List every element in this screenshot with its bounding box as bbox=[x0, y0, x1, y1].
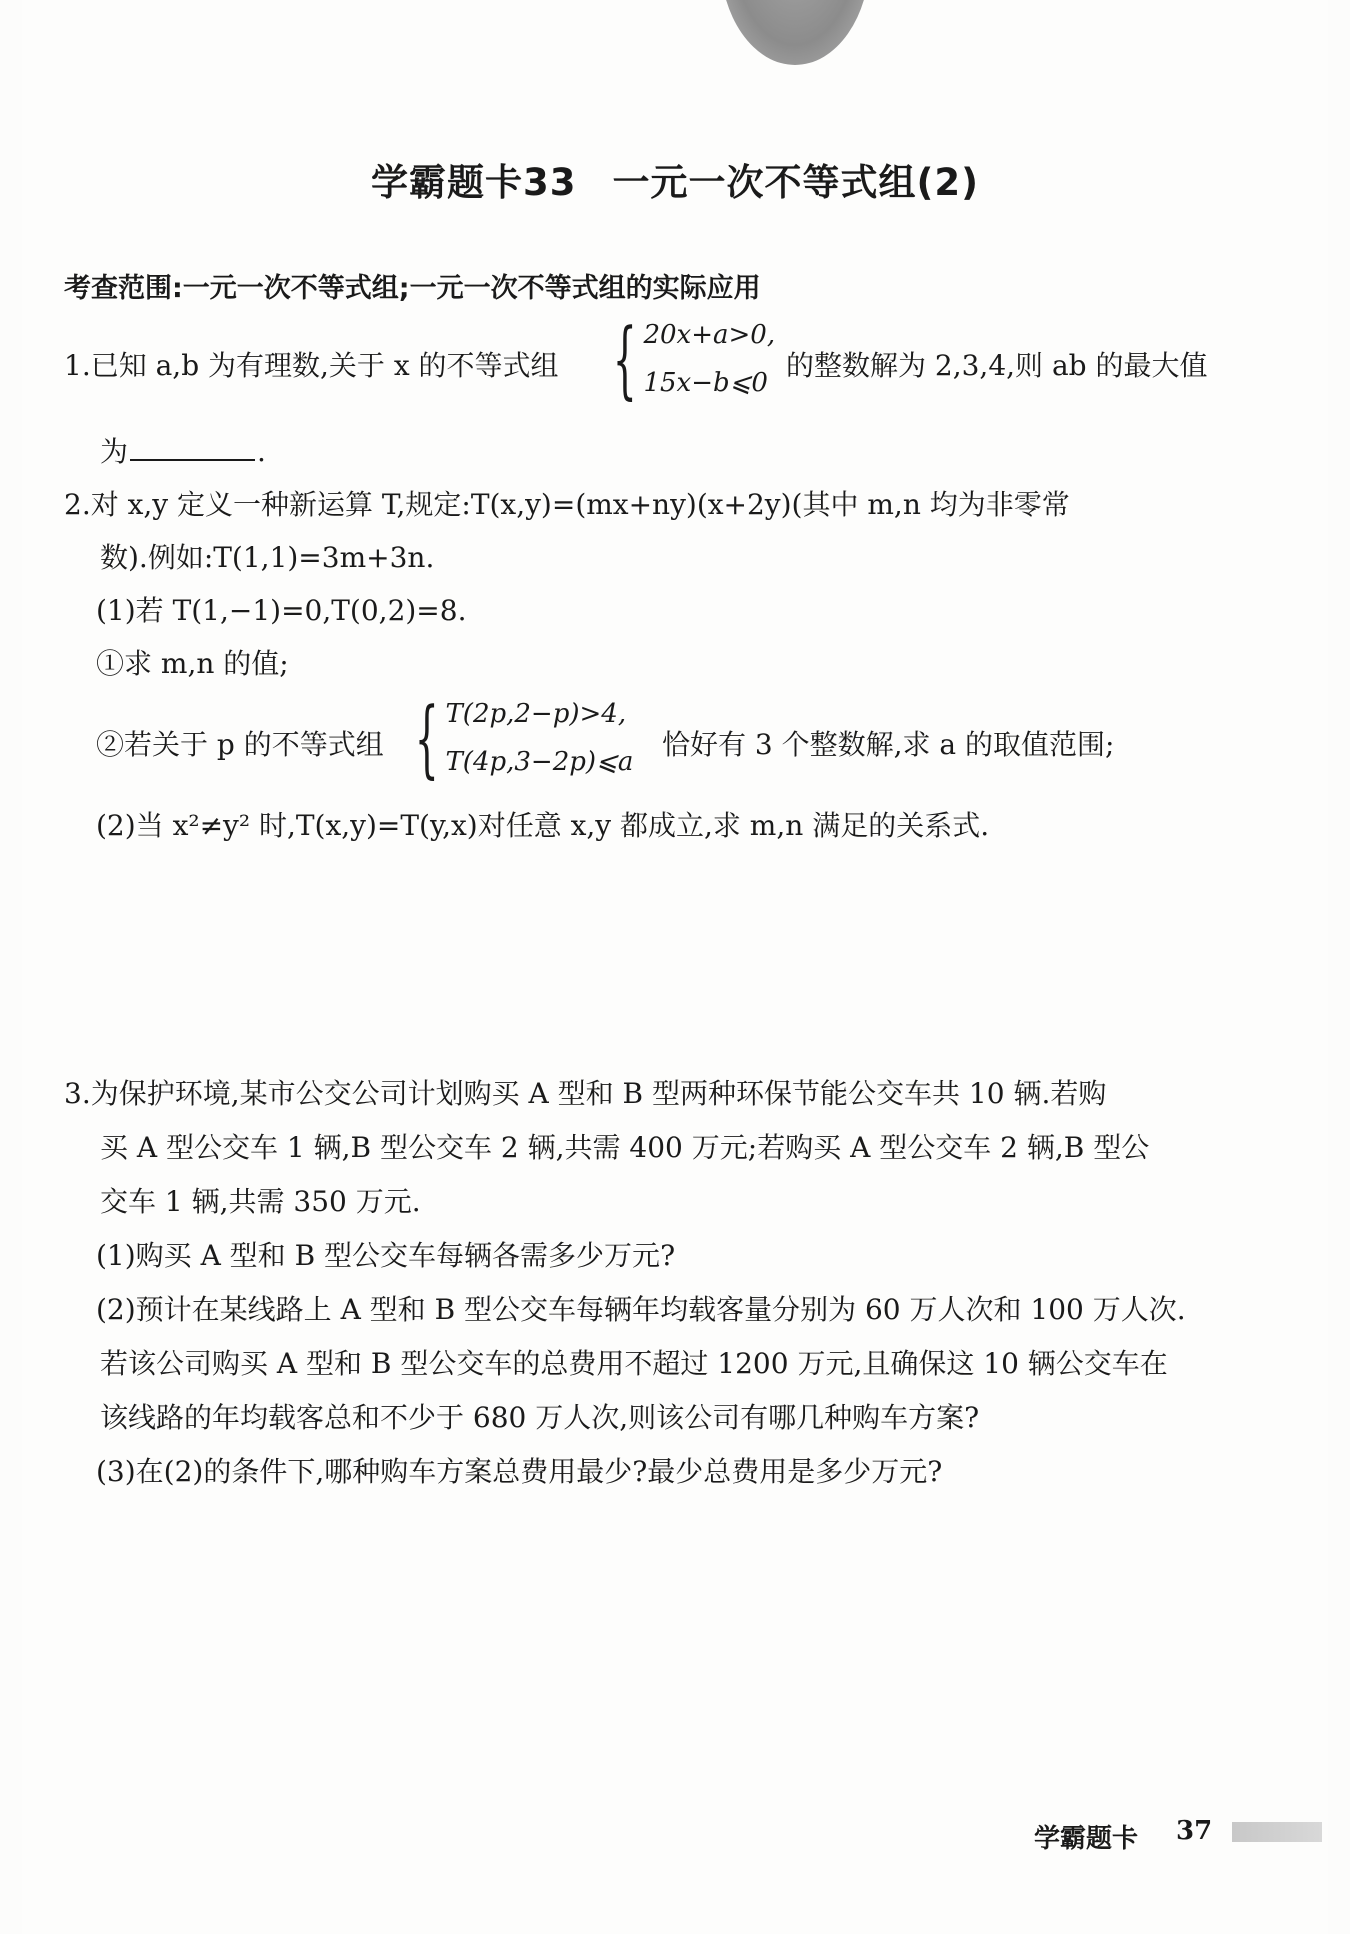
answer-blank[interactable] bbox=[130, 437, 255, 461]
q1-intro: 1.已知 a,b 为有理数,关于 x 的不等式组 bbox=[64, 349, 559, 382]
q3-line-3: 交车 1 辆,共需 350 万元. bbox=[100, 1185, 421, 1218]
q3-line-2: 买 A 型公交车 1 辆,B 型公交车 2 辆,共需 400 万元;若购买 A 型公交车 2 辆,B 型公 bbox=[100, 1131, 1150, 1164]
footer-bar bbox=[1232, 1822, 1322, 1842]
q2-system-line-2: T(4p,3−2p)⩽a bbox=[445, 747, 634, 777]
scope-heading: 考查范围:一元一次不等式组;一元一次不等式组的实际应用 bbox=[64, 273, 761, 304]
q1-end: . bbox=[257, 435, 266, 468]
q1-inequality-system bbox=[606, 311, 775, 407]
q3-part-1: (1)购买 A 型和 B 型公交车每辆各需多少万元? bbox=[96, 1239, 676, 1272]
footer-label: 学霸题卡 bbox=[1034, 1824, 1139, 1854]
q1-line2: 为 bbox=[100, 435, 129, 468]
q2-part-1a: ①求 m,n 的值; bbox=[96, 647, 289, 680]
title-label: 学霸题卡33 bbox=[370, 161, 577, 204]
q3-part-2-line-3: 该线路的年均载客总和不少于 680 万人次,则该公司有哪几种购车方案? bbox=[100, 1401, 980, 1434]
q3-part-2-line-1: (2)预计在某线路上 A 型和 B 型公交车每辆年均载客量分别为 60 万人次和 100 万人次. bbox=[96, 1293, 1186, 1326]
q2-inequality-system bbox=[408, 690, 633, 786]
brace-symbol: { bbox=[414, 689, 439, 787]
q2-part-1: (1)若 T(1,−1)=0,T(0,2)=8. bbox=[96, 594, 467, 627]
q1-system-line-2: 15x−b⩽0 bbox=[643, 368, 768, 398]
page-title bbox=[0, 152, 1350, 206]
q1-tail: 的整数解为 2,3,4,则 ab 的最大值 bbox=[786, 349, 1208, 382]
q1-system-line-1: 20x+a>0, bbox=[643, 320, 776, 350]
q2-part-2: (2)当 x²≠y² 时,T(x,y)=T(y,x)对任意 x,y 都成立,求 m,n 满足的关系式. bbox=[96, 809, 990, 842]
q2-system-line-1: T(2p,2−p)>4, bbox=[445, 699, 627, 729]
q3-part-3: (3)在(2)的条件下,哪种购车方案总费用最少?最少总费用是多少万元? bbox=[96, 1455, 943, 1488]
brace-symbol: { bbox=[612, 310, 637, 408]
page-number: 37 bbox=[1176, 1816, 1213, 1846]
q3-part-2-line-2: 若该公司购买 A 型和 B 型公交车的总费用不超过 1200 万元,且确保这 10 辆公交车在 bbox=[100, 1347, 1168, 1380]
q1-answer-line bbox=[100, 430, 266, 470]
q3-line-1: 3.为保护环境,某市公交公司计划购买 A 型和 B 型两种环保节能公交车共 10 辆.若购 bbox=[64, 1077, 1107, 1110]
q2-part-1b-intro: ②若关于 p 的不等式组 bbox=[96, 728, 384, 761]
title-topic: 一元一次不等式组(2) bbox=[612, 161, 980, 204]
q2-line-1: 2.对 x,y 定义一种新运算 T,规定:T(x,y)=(mx+ny)(x+2y)(其中 m,n 均为非零常 bbox=[64, 488, 1070, 521]
q2-line-2: 数).例如:T(1,1)=3m+3n. bbox=[100, 541, 435, 574]
q2-part-1b-tail: 恰好有 3 个整数解,求 a 的取值范围; bbox=[662, 728, 1115, 761]
